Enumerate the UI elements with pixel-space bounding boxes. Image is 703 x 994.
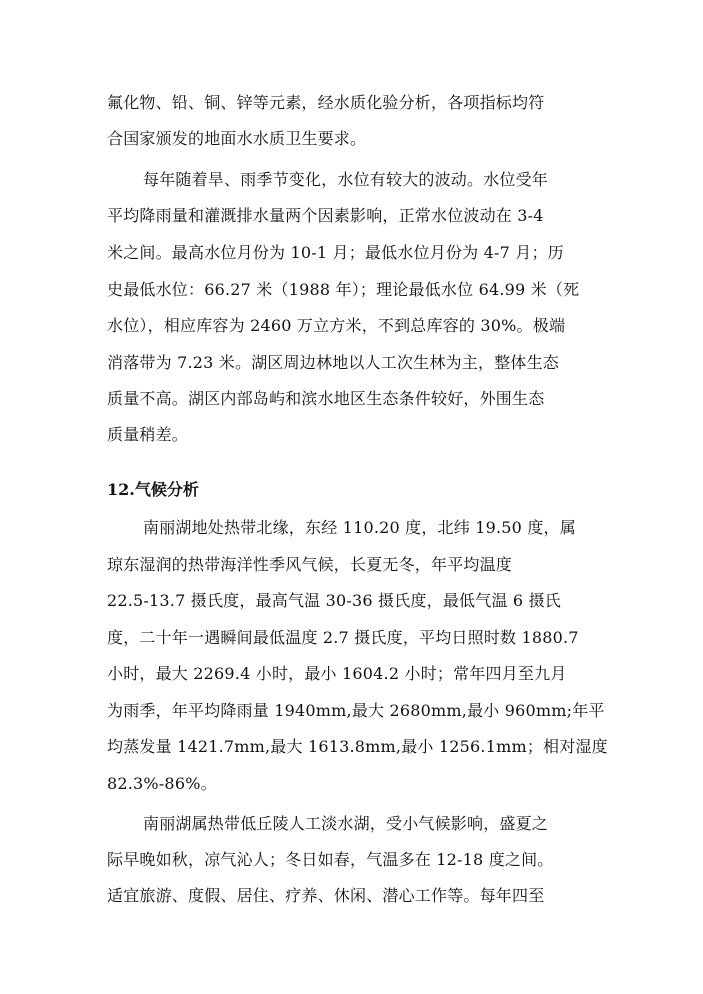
text-line: 平均降雨量和灌溉排水量两个因素影响，正常水位波动在 3-4: [107, 206, 544, 225]
text-line: 琼东湿润的热带海洋性季风气候，长夏无冬，年平均温度: [107, 555, 513, 574]
section-heading: 12.气候分析: [107, 480, 199, 499]
text-line: 度，二十年一遇瞬间最低温度 2.7 摄氏度，平均日照时数 1880.7: [107, 628, 579, 647]
text-line: 质量稍差。: [107, 425, 189, 444]
text-line: 小时，最大 2269.4 小时，最小 1604.2 小时；常年四月至九月: [107, 664, 567, 683]
text-line: 合国家颁发的地面水水质卫生要求。: [107, 129, 367, 148]
text-line: 适宜旅游、度假、居住、疗养、休闲、潜心工作等。每年四至: [107, 886, 545, 905]
text-line: 消落带为 7.23 米。湖区周边林地以人工次生林为主，整体生态: [107, 353, 559, 372]
text-line: 米之间。最高水位月份为 10-1 月；最低水位月份为 4-7 月；历: [107, 243, 564, 262]
text-line: 史最低水位：66.27 米（1988 年）；理论最低水位 64.99 米（死: [107, 280, 580, 299]
text-line: 南丽湖属热带低丘陵人工淡水湖，受小气候影响，盛夏之: [143, 814, 549, 833]
text-line: 际早晚如秋，凉气沁人；冬日如春，气温多在 12-18 度之间。: [107, 850, 554, 869]
text-line: 氟化物、铅、铜、锌等元素，经水质化验分析，各项指标均符: [107, 93, 545, 112]
text-line: 为雨季，年平均降雨量 1940mm,最大 2680mm,最小 960mm;年平: [107, 701, 605, 720]
text-line: 质量不高。湖区内部岛屿和滨水地区生态条件较好，外围生态: [107, 389, 545, 408]
text-line: 22.5-13.7 摄氏度，最高气温 30-36 摄氏度，最低气温 6 摄氏: [107, 591, 561, 610]
text-line: 82.3%-86%。: [107, 774, 217, 793]
text-line: 水位），相应库容为 2460 万立方米，不到总库容的 30%。极端: [107, 316, 566, 335]
text-line: 均蒸发量 1421.7mm,最大 1613.8mm,最小 1256.1mm；相对湿度: [107, 737, 608, 756]
text-line: 每年随着旱、雨季节变化，水位有较大的波动。水位受年: [143, 170, 549, 189]
text-line: 南丽湖地处热带北缘，东经 110.20 度，北纬 19.50 度，属: [143, 518, 576, 537]
